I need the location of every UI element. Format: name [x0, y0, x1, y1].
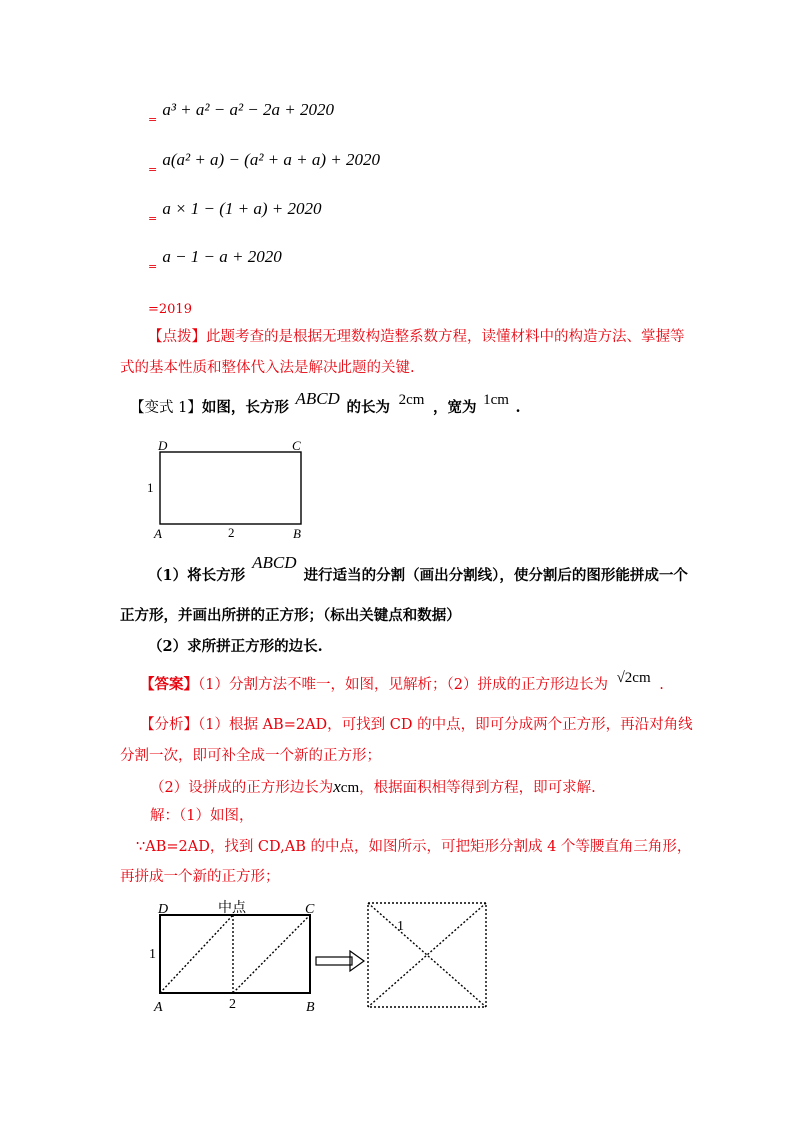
- analysis-text-1: （1）根据 AB=2AD，可找到 CD 的中点，即可分成两个正方形，再沿对角线: [198, 717, 693, 733]
- equation-3: [148, 199, 322, 225]
- result-text: =2019: [148, 302, 192, 317]
- label-bottom2: 2: [229, 997, 236, 1012]
- analysis-text-3b: ，根据面积相等得到方程，即可求解.: [359, 780, 596, 796]
- tip-line-1: [148, 330, 685, 345]
- equation-prefix: =: [148, 113, 158, 126]
- equation-expr: a − 1 − a + 2020: [162, 247, 282, 266]
- answer-line: [140, 670, 664, 693]
- equation-prefix: =: [148, 163, 158, 176]
- label-square-side: 1: [397, 919, 404, 934]
- label-c: C: [292, 438, 301, 453]
- arrow-icon: [316, 951, 364, 971]
- equation-expr: a³ + a² − a² − 2a + 2020: [162, 100, 334, 119]
- analysis-text-3a: （2）设拼成的正方形边长为: [150, 780, 334, 796]
- label-b: B: [293, 526, 301, 541]
- variant-text-1: 如图，长方形: [201, 399, 289, 416]
- label-d: D: [158, 438, 168, 453]
- equation-expr: a(a² + a) − (a² + a + a) + 2020: [162, 150, 381, 169]
- equation-1: [148, 100, 334, 126]
- question-2: （2）求所拼正方形的边长.: [148, 638, 323, 655]
- variant-line: [130, 389, 521, 416]
- dissection-figure: [140, 895, 500, 1020]
- q1-abcd: ABCD: [252, 553, 297, 572]
- q1-suffix: 进行适当的分割（画出分割线），使分割后的图形能拼成一个: [303, 567, 688, 584]
- rectangle-outline: [160, 915, 310, 993]
- label-a: A: [154, 526, 162, 541]
- answer-end: .: [659, 677, 664, 693]
- variant-length: 2cm: [398, 392, 425, 408]
- diagonal-right-dotted: [233, 915, 310, 993]
- variant-text-2: 的长为: [346, 399, 390, 416]
- label-c2: C: [305, 902, 315, 917]
- rectangle-figure-1: [140, 438, 320, 543]
- question-1-line-2: 正方形，并画出所拼的正方形；（标出关键点和数据）: [120, 607, 461, 624]
- tip-line-2: 式的基本性质和整体代入法是解决此题的关键.: [120, 360, 415, 376]
- solution-intro: 解：（1）如图，: [150, 808, 254, 824]
- answer-text: （1）分割方法不唯一，如图，见解析；（2）拼成的正方形边长为: [198, 677, 608, 693]
- equation-4: [148, 247, 282, 273]
- variant-width: 1cm: [483, 392, 509, 408]
- variant-tag: 【变式 1】: [130, 400, 202, 416]
- analysis-line-1: [140, 718, 693, 733]
- rectangle-abcd: [160, 452, 301, 524]
- label-b2: B: [306, 1000, 315, 1015]
- analysis-tag: 【分析】: [140, 717, 198, 733]
- label-a2: A: [154, 1000, 163, 1015]
- analysis-x: x: [333, 777, 341, 796]
- equation-expr: a × 1 − (1 + a) + 2020: [162, 199, 322, 218]
- analysis-line-3: [150, 778, 596, 796]
- label-d2: D: [158, 902, 169, 917]
- because-line-2: 再拼成一个新的正方形；: [120, 869, 280, 885]
- q1-prefix: （1）将长方形: [148, 567, 246, 584]
- equation-prefix: =: [148, 212, 158, 225]
- variant-abcd: ABCD: [295, 389, 340, 408]
- variant-text-3: ，宽为: [433, 399, 477, 416]
- question-1-line-1: [148, 553, 688, 584]
- tip-text-1: 此题考查的是根据无理数构造整系数方程，读懂材料中的构造方法、掌握等: [206, 329, 685, 345]
- diagonal-left-dotted: [160, 915, 233, 993]
- because-line-1: ∵AB=2AD，找到 CD,AB 的中点，如图所示，可把矩形分割成 4 个等腰直角三角形，: [136, 839, 692, 855]
- label-side: 1: [147, 480, 154, 495]
- answer-sqrt: √2cm: [616, 670, 651, 686]
- equation-prefix: =: [148, 260, 158, 273]
- label-side2: 1: [149, 947, 156, 962]
- label-bottom: 2: [228, 525, 235, 540]
- tip-tag: 【点拨】: [148, 329, 206, 345]
- answer-tag: 【答案】: [140, 676, 198, 693]
- equation-2: [148, 150, 381, 176]
- analysis-unit: cm: [340, 780, 360, 796]
- analysis-line-2: 分割一次，即可补全成一个新的正方形；: [120, 748, 381, 764]
- variant-text-4: .: [515, 399, 521, 416]
- label-mid: 中点: [218, 901, 246, 916]
